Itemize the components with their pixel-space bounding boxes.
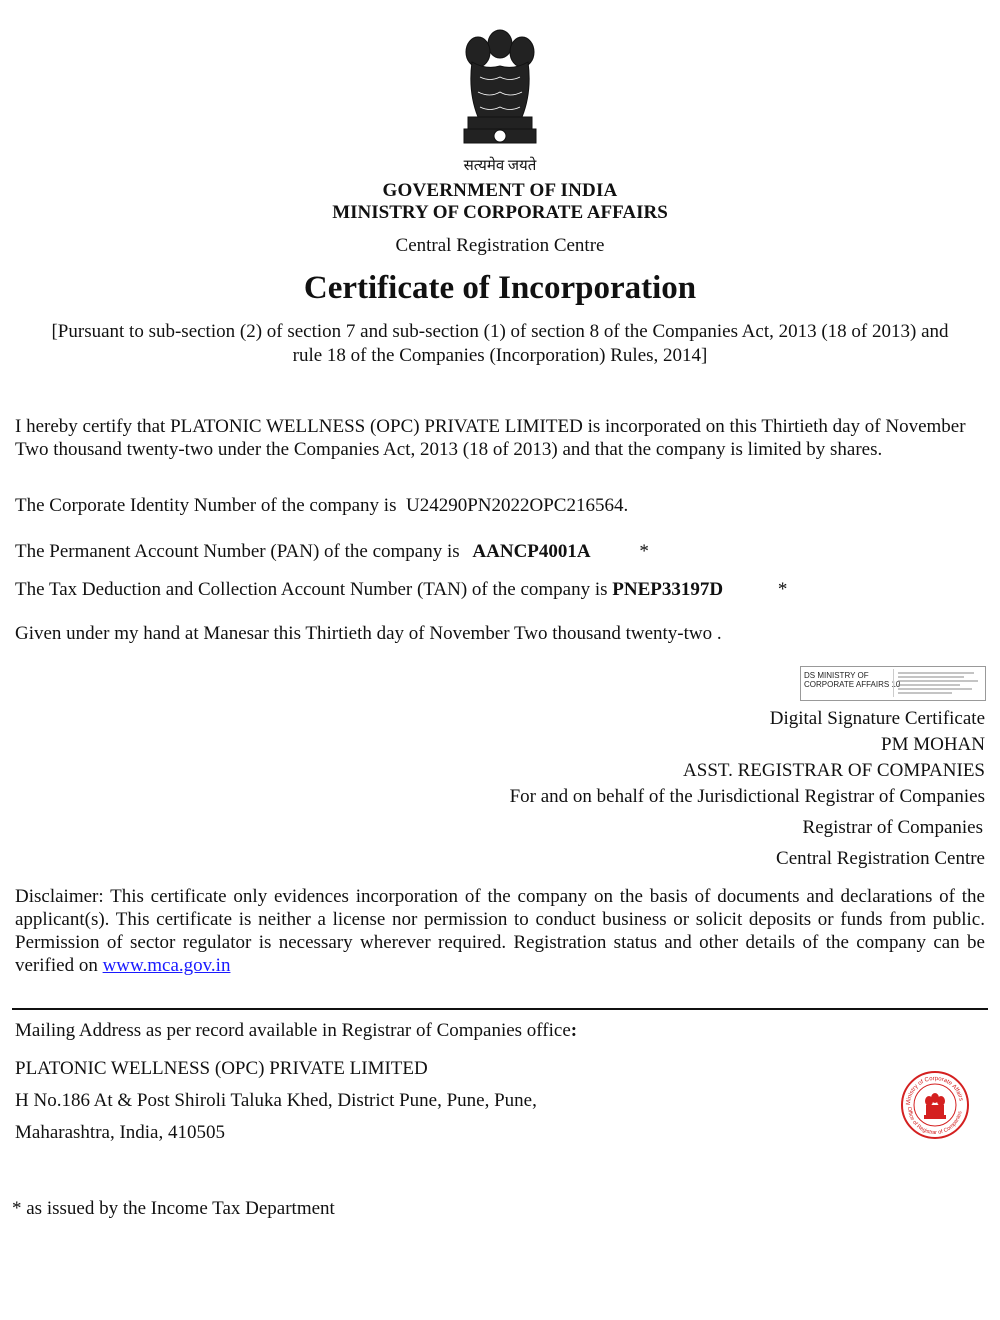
address-line-2: H No.186 At & Post Shiroli Taluka Khed, District Pune, Pune, Pune, [15,1090,537,1111]
tan-footnote-star: * [777,579,788,600]
address-line-1: PLATONIC WELLNESS (OPC) PRIVATE LIMITED [15,1058,428,1079]
government-heading: GOVERNMENT OF INDIA [382,180,618,201]
pan-value: AANCP4001A [472,541,591,562]
registration-centre: Central Registration Centre [395,235,605,256]
seal-text-top: Ministry of Corporate Affairs [905,1075,964,1106]
signatory-name: PM MOHAN [881,734,985,755]
signature-fine-print-icon [893,669,984,697]
pan-footnote-star: * [639,541,649,562]
mailing-heading-colon: : [570,1020,578,1041]
pursuant-line-2: rule 18 of the Companies (Incorporation) Rules, 2014] [292,345,708,366]
seal-text-bottom: Office of Registrar of Companies [905,1106,964,1137]
registrar-seal-icon [900,1070,970,1140]
disclaimer [15,885,985,977]
cin-line [15,494,985,517]
address-line-3: Maharashtra, India, 410505 [15,1122,225,1143]
mailing-heading [15,1020,577,1042]
ds-line-2: CORPORATE AFFAIRS 10 [804,680,901,689]
given-under-hand: Given under my hand at Manesar this Thirtieth day of November Two thousand twenty-two . [15,623,722,644]
certify-paragraph: I hereby certify that PLATONIC WELLNESS (OPC) PRIVATE LIMITED is incorporated on this Thirtieth day of November Two thousand twenty-two under the Companies Act, 2013 (18 of 2013) and that the company is limited by shares. [15,416,966,460]
registrar-centre: Central Registration Centre [776,848,985,869]
pursuant-clause [10,320,990,368]
registrar-label: Registrar of Companies [802,817,983,838]
signatory-designation: ASST. REGISTRAR OF COMPANIES [683,760,985,781]
disclaimer-text: Disclaimer: This certificate only evidences incorporation of the company on the basis of documents and declarations of the applicant(s). This certificate is neither a license nor permission to conduct business or solicit deposits or funds from public. Permission of sector regulator is necessary wherever required. Registration status and other details of the company can be verified on [15,886,985,976]
dsc-label: Digital Signature Certificate [769,708,985,729]
tan-label: The Tax Deduction and Collection Account Number (TAN) of the company is [15,579,608,600]
digital-signature-box [800,666,986,701]
pan-label: The Permanent Account Number (PAN) of the company is [15,541,460,562]
ds-line-1: DS MINISTRY OF [804,671,869,680]
mailing-heading-text: Mailing Address as per record available in Registrar of Companies office [15,1020,571,1041]
ministry-heading: MINISTRY OF CORPORATE AFFAIRS [332,202,668,223]
signatory-behalf: For and on behalf of the Jurisdictional Registrar of Companies [509,786,985,807]
tan-line [15,578,985,601]
footnote-star: * [12,1198,22,1219]
page-title: Certificate of Incorporation [303,270,697,306]
mca-website-link[interactable]: www.mca.gov.in [102,955,231,976]
divider [12,1008,988,1010]
pan-line [15,540,985,563]
footnote-text: as issued by the Income Tax Department [21,1198,335,1219]
cin-value: U24290PN2022OPC216564. [405,495,629,516]
tan-value: PNEP33197D [612,579,724,600]
footnote [12,1198,335,1220]
cin-label: The Corporate Identity Number of the company is [15,495,397,516]
emblem-motto: सत्यमेव जयते [463,158,537,174]
national-emblem-icon [450,22,550,172]
pursuant-line-1: [Pursuant to sub-section (2) of section 7 and sub-section (1) of section 8 of the Companies Act, 2013 (18 of 2013) and [51,321,949,342]
